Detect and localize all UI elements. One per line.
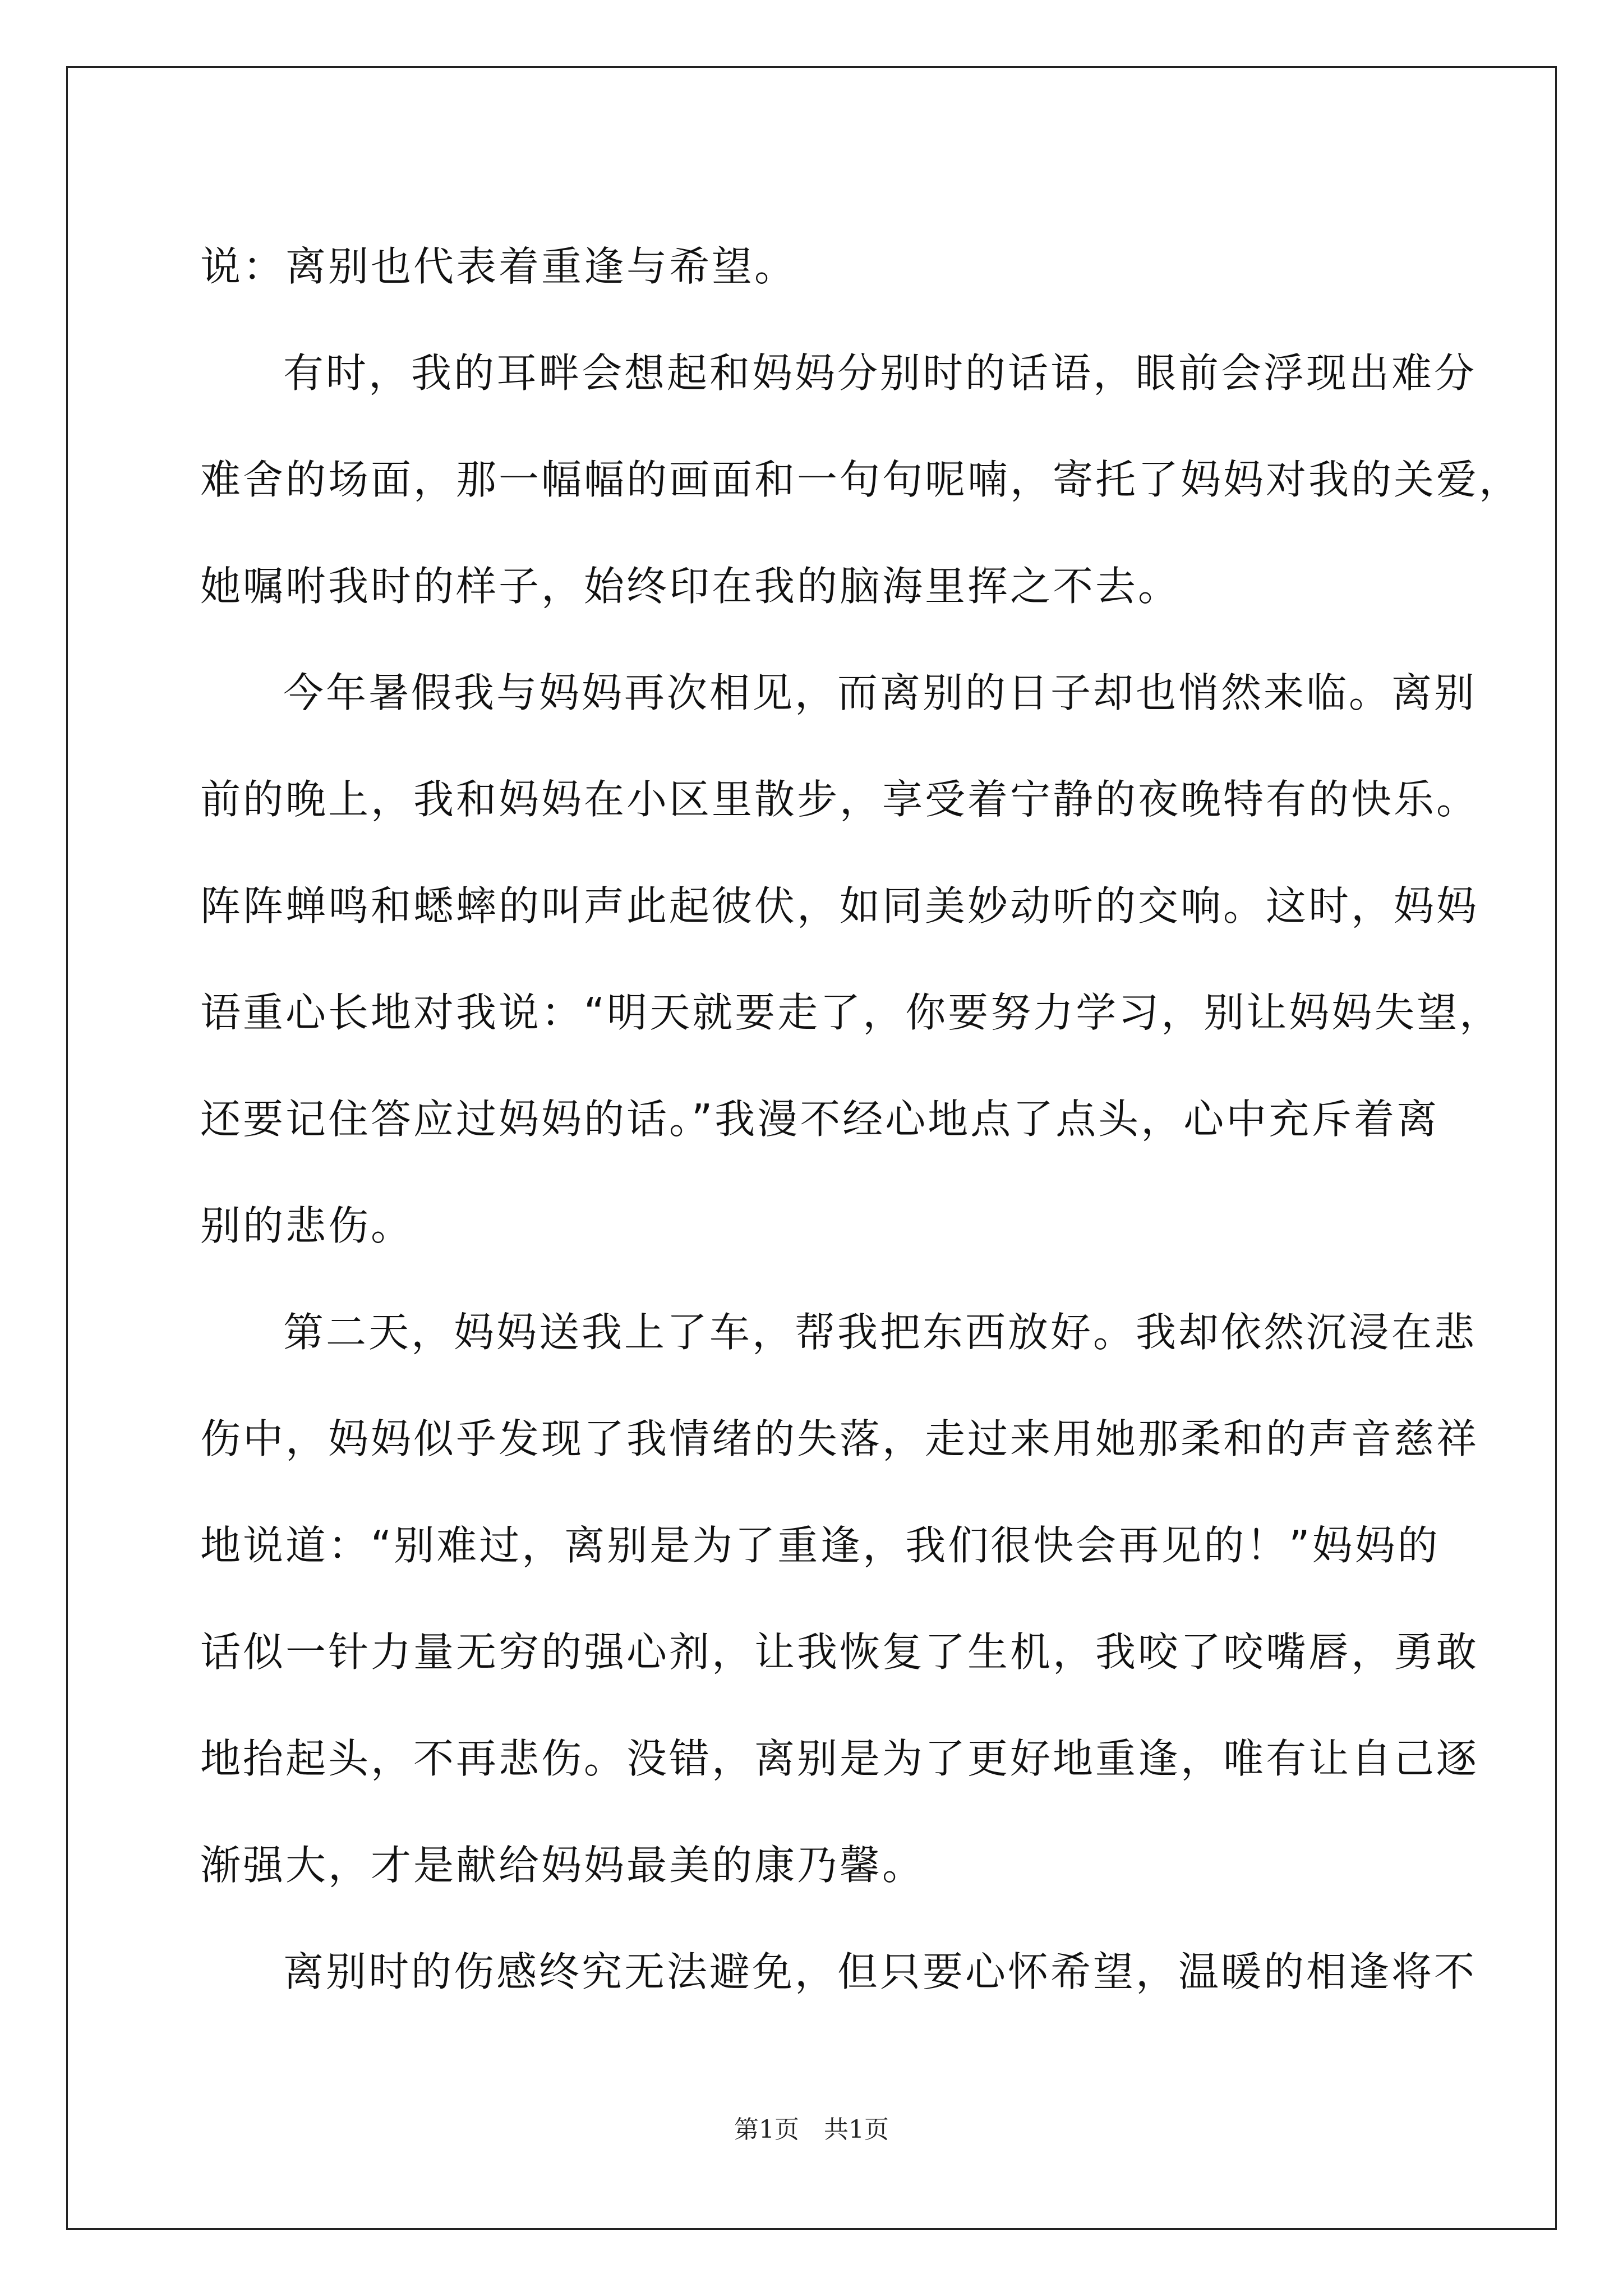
text-line: 前的晚上，我和妈妈在小区里散步，享受着宁静的夜晚特有的快乐。 [200,776,1479,823]
text-line: 阵阵蝉鸣和蟋蟀的叫声此起彼伏，如同美妙动听的交响。这时，妈妈 [200,882,1479,930]
text-line: 伤中，妈妈似乎发现了我情绪的失落，走过来用她那柔和的声音慈祥 [200,1415,1479,1462]
text-line: 离别时的伤感终究无法避免，但只要心怀希望，温暖的相逢将不 [283,1948,1477,1995]
text-line: 第二天，妈妈送我上了车，帮我把东西放好。我却依然沉浸在悲 [283,1309,1477,1356]
page-footer: 第1页 共1页 [734,2115,889,2144]
text-line: 还要记住答应过妈妈的话。”我漫不经心地点了点头，心中充斥着离 [200,1096,1440,1143]
text-line: 说：离别也代表着重逢与希望。 [200,243,797,290]
text-line: 有时，我的耳畔会想起和妈妈分别时的话语，眼前会浮现出难分 [283,349,1477,397]
text-line: 她嘱咐我时的样子，始终印在我的脑海里挥之不去。 [200,563,1181,610]
text-line: 语重心长地对我说：“明天就要走了，你要努力学习，别让妈妈失望， [200,989,1502,1036]
text-line: 话似一针力量无穷的强心剂，让我恢复了生机，我咬了咬嘴唇，勇敢 [200,1628,1479,1676]
text-line: 难舍的场面，那一幅幅的画面和一句句呢喃，寄托了妈妈对我的关爱， [200,456,1522,503]
text-line: 今年暑假我与妈妈再次相见，而离别的日子却也悄然来临。离别 [283,669,1477,716]
text-line: 渐强大，才是献给妈妈最美的康乃馨。 [200,1842,925,1889]
text-line: 别的悲伤。 [200,1202,414,1249]
text-line: 地抬起头，不再悲伤。没错，离别是为了更好地重逢，唯有让自己逐 [200,1735,1479,1782]
document-body [200,213,1522,2025]
text-line: 地说道：“别难过，离别是为了重逢，我们很快会再见的！”妈妈的 [200,1522,1440,1569]
